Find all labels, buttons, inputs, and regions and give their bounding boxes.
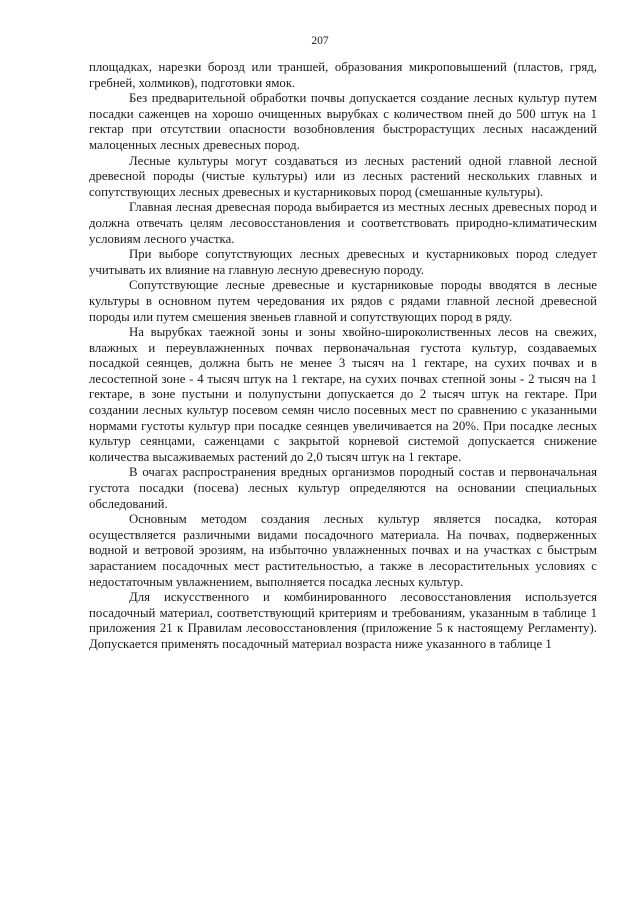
paragraph-9: Основным методом создания лесных культур является посадка, которая осуществляется различными видами посадочного материала. На почвах, подверженных водной и ветровой эрозиям, на избыточно увлажненных почвах и на участках с быстрым зарастанием посадочных мест растительностью, а также в лесорастительных условиях с недостаточным увлажнением, выполняется посадка лесных культур. xyxy=(89,512,597,589)
page-number: 207 xyxy=(311,35,329,47)
paragraph-1: площадках, нарезки борозд или траншей, образования микроповышений (пластов, гряд, гребней, холмиков), подготовки ямок. xyxy=(89,60,597,90)
paragraph-6: Сопутствующие лесные древесные и кустарниковые породы вводятся в лесные культуры в основном путем чередования их рядов с рядами главной лесной древесной породы или путем смешения звеньев главной и сопутствующих пород в ряду. xyxy=(89,278,597,324)
paragraph-4: Главная лесная древесная порода выбирается из местных лесных древесных пород и должна отвечать целям лесовосстановления и соответствовать природно-климатическим условиям лесного участка. xyxy=(89,200,597,246)
document-body xyxy=(89,60,597,653)
paragraph-5: При выборе сопутствующих лесных древесных и кустарниковых пород следует учитывать их влияние на главную лесную древесную породу. xyxy=(89,247,597,277)
paragraph-7: На вырубках таежной зоны и зоны хвойно-широколиственных лесов на свежих, влажных и переувлажненных почвах первоначальная густота культур, создаваемых посадкой сеянцев, должна быть не менее 3 тысяч на 1 гектаре, на сухих почвах и в лесостепной зоне - 4 тысяч штук на 1 гектаре, на сухих почвах степной зоны - 2 тысяч на 1 гектаре, в зоне пустыни и полупустыни допускается до 2 тысяч штук на гектаре. При создании лесных культур посевом семян число посевных мест по сравнению с указанными нормами густоты культур при посадке сеянцев увеличивается на 20%. При посадке лесных культур сеянцами, саженцами с закрытой корневой системой допускается снижение количества высаживаемых растений до 2,0 тысяч штук на 1 гектаре. xyxy=(89,325,597,464)
paragraph-2: Без предварительной обработки почвы допускается создание лесных культур путем посадки саженцев на хорошо очищенных вырубках с количеством пней до 500 штук на 1 гектар при отсутствии опасности возобновления быстрорастущих лесных насаждений малоценных лесных древесных пород. xyxy=(89,91,597,152)
paragraph-3: Лесные культуры могут создаваться из лесных растений одной главной лесной древесной породы (чистые культуры) или из лесных растений нескольких главных и сопутствующих лесных древесных и кустарниковых пород (смешанные культуры). xyxy=(89,153,597,199)
paragraph-8: В очагах распространения вредных организмов породный состав и первоначальная густота посадки (посева) лесных культур определяются на основании специальных обследований. xyxy=(89,465,597,511)
paragraph-10: Для искусственного и комбинированного лесовосстановления используется посадочный материал, соответствующий критериям и требованиям, указанным в таблице 1 приложения 21 к Правилам лесовосстановления (приложение 5 к настоящему Регламенту). Допускается применять посадочный материал возраста ниже указанного в таблице 1 xyxy=(89,590,597,651)
